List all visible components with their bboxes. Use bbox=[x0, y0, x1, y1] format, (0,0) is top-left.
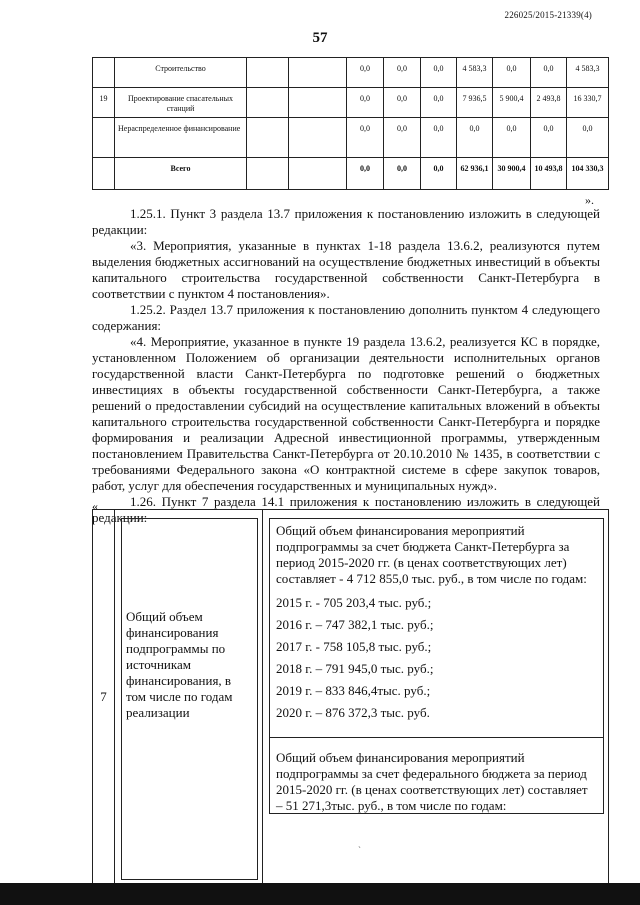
cell-value: 2 493,8 bbox=[531, 88, 567, 118]
scan-mark: ˎ bbox=[358, 838, 361, 848]
cell-value: 0,0 bbox=[384, 58, 421, 88]
cell-value: 10 493,8 bbox=[531, 158, 567, 190]
city-budget-intro: Общий объем финансирования мероприятий подпрограммы за счет бюджета Санкт-Петербурга за период 2015-2020 гг. (в ценах соответствующих лет) составляет - 4 712 855,0 тыс. руб., в том числе по годам: bbox=[276, 523, 587, 586]
cell-value: 104 330,3 bbox=[567, 158, 609, 190]
cell-value: 0,0 bbox=[384, 158, 421, 190]
years-list bbox=[276, 595, 597, 721]
cell-value: 0,0 bbox=[384, 118, 421, 158]
list-item: 2018 г. – 791 945,0 тыс. руб.; bbox=[276, 661, 434, 676]
cell-value: 62 936,1 bbox=[457, 158, 493, 190]
financing-details bbox=[269, 518, 604, 814]
row-name: Проектирование спасательных станций bbox=[115, 88, 247, 118]
cell-value: 0,0 bbox=[457, 118, 493, 158]
row-number bbox=[93, 158, 115, 190]
row-name: Всего bbox=[115, 158, 247, 190]
row-number bbox=[93, 58, 115, 88]
row-name: Нераспределенное финансирование bbox=[115, 118, 247, 158]
cell-value: 0,0 bbox=[493, 118, 531, 158]
list-item: 2016 г. – 747 382,1 тыс. руб.; bbox=[276, 617, 434, 632]
table-row bbox=[93, 58, 609, 88]
row-number bbox=[93, 118, 115, 158]
cell-value: 30 900,4 bbox=[493, 158, 531, 190]
cell-value: 0,0 bbox=[531, 58, 567, 88]
closing-quote: ». bbox=[585, 193, 594, 207]
cell-value: 0,0 bbox=[347, 88, 384, 118]
cell-value: 0,0 bbox=[567, 118, 609, 158]
list-item: 2017 г. - 758 105,8 тыс. руб.; bbox=[276, 639, 432, 654]
cell-value: 7 936,5 bbox=[457, 88, 493, 118]
cell-value: 4 583,3 bbox=[457, 58, 493, 88]
list-item: 2019 г. – 833 846,4тыс. руб.; bbox=[276, 683, 431, 698]
paragraph: 1.26. Пункт 7 раздела 14.1 приложения к постановлению изложить в следующей редакции: bbox=[92, 494, 600, 525]
body-text bbox=[92, 206, 600, 526]
budget-table bbox=[92, 57, 609, 190]
cell-value: 0,0 bbox=[421, 58, 457, 88]
document-number: 226025/2015-21339(4) bbox=[504, 10, 592, 20]
cell-value: 0,0 bbox=[384, 88, 421, 118]
paragraph: «3. Мероприятия, указанные в пунктах 1-18 раздела 13.6.2, реализуются путем выделения бюджетных ассигнований на осуществление бюджетных инвестиций в объекты капитального строительства государственной собственности Санкт-Петербурга в соответствии с пунктом 4 постановления». bbox=[92, 238, 600, 301]
cell-value: 0,0 bbox=[421, 118, 457, 158]
table-row bbox=[93, 510, 609, 885]
cell-value: 5 900,4 bbox=[493, 88, 531, 118]
cell-value: 0,0 bbox=[421, 158, 457, 190]
cell-value: 16 330,7 bbox=[567, 88, 609, 118]
cell-value: 0,0 bbox=[421, 88, 457, 118]
cell-value: 0,0 bbox=[531, 118, 567, 158]
opening-quote: « bbox=[92, 499, 98, 513]
row-number: 7 bbox=[93, 510, 115, 885]
row-name: Строительство bbox=[115, 58, 247, 88]
financing-label: Общий объем финансирования подпрограммы по источникам финансирования, в том числе по годам реализации bbox=[121, 518, 258, 880]
cell-value: 0,0 bbox=[493, 58, 531, 88]
table-row bbox=[93, 88, 609, 118]
paragraph: 1.25.2. Раздел 13.7 приложения к постановлению дополнить пунктом 4 следующего содержания: bbox=[92, 302, 600, 333]
table-row bbox=[93, 158, 609, 190]
paragraph: «4. Мероприятие, указанное в пункте 19 раздела 13.6.2, реализуется КС в порядке, установленном Положением об организации деятельности исполнительных органов государственной власти Санкт-Петербурга по подготовке решений о бюджетных инвестициях в объекты государственной собственности Санкт-Петербурга, а также решений о предоставлении субсидий на осуществление капитальных вложений в объекты капитального строительства государственной собственности Санкт-Петербурга и порядке формирования и реализации Адресной инвестиционной программы, утвержденным постановлением Правительства Санкт-Петербурга от 20.10.2010 № 1435, в соответствии с требованиями Федерального закона «О контрактной системе в сфере закупок товаров, работ, услуг для обеспечения государственных и муниципальных нужд». bbox=[92, 334, 600, 493]
federal-budget-text: Общий объем финансирования мероприятий подпрограммы за счет федерального бюджета за период 2015-2020 гг. (в ценах соответствующих лет) составляет – 51 271,3тыс. руб., в том числе по годам: bbox=[270, 737, 603, 814]
cell-value: 0,0 bbox=[347, 158, 384, 190]
row-number: 19 bbox=[93, 88, 115, 118]
page-number: 57 bbox=[312, 30, 328, 46]
list-item: 2020 г. – 876 372,3 тыс. руб. bbox=[276, 705, 430, 720]
cell-value: 4 583,3 bbox=[567, 58, 609, 88]
subprogram-table bbox=[92, 509, 609, 885]
list-item: 2015 г. - 705 203,4 тыс. руб.; bbox=[276, 595, 432, 610]
paragraph: 1.25.1. Пункт 3 раздела 13.7 приложения к постановлению изложить в следующей редакции: bbox=[92, 206, 600, 237]
cell-value: 0,0 bbox=[347, 58, 384, 88]
cell-value: 0,0 bbox=[347, 118, 384, 158]
scan-edge bbox=[0, 883, 640, 905]
table-row bbox=[93, 118, 609, 158]
